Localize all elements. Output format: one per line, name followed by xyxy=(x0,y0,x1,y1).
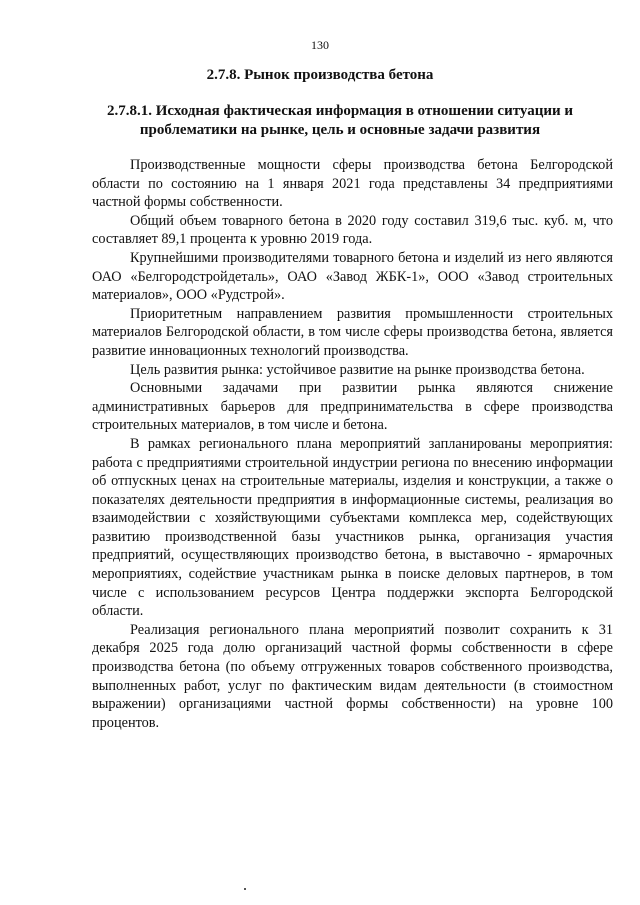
page-number: 130 xyxy=(311,38,329,52)
section-title: 2.7.8. Рынок производства бетона xyxy=(206,67,434,83)
paragraph-largest-producers: Крупнейшими производителями товарного бетона и изделий из него являются ОАО «Белгородстройдеталь», ОАО «Завод ЖБК-1», ООО «Завод строительных материалов», ООО «Рудстрой». xyxy=(92,249,613,304)
paragraph-production-capacity: Производственные мощности сферы производства бетона Белгородской области по состоянию на 1 января 2021 года представлены 34 предприятиями частной формы собственности. xyxy=(92,157,613,211)
paragraph-regional-plan: В рамках регионального плана мероприятий запланированы мероприятия: работа с предприятиями строительной индустрии региона по внесению информации об отпускных ценах на строительные материалы, изделия и конструкции, а также о показателях деятельности предприятия в информационные системы, реализация во взаимодействии с хозяйствующими субъектами комплекса мер, содействующих развитию производственной базы участников рынка, организация участия предприятий, осуществляющих производство бетона, в выставочно - ярмарочных мероприятиях, содействие участникам рынка в поиске деловых партнеров, в том числе с использованием ресурсов Центра поддержки экспорта Белгородской области. xyxy=(92,435,613,620)
paragraph-priority-direction: Приоритетным направлением развития промышленности строительных материалов Белгородской области, в том числе сферы производства бетона, является развитие инновационных технологий производства. xyxy=(92,305,613,359)
subsection-title: 2.7.8.1. Исходная фактическая информация в отношении ситуации и проблематики на рынке, цель и основные задачи развития xyxy=(106,103,574,138)
paragraph-market-goal: Цель развития рынка: устойчивое развитие на рынке производства бетона. xyxy=(130,361,585,378)
paragraph-plan-result: Реализация регионального плана мероприятий позволит сохранить к 31 декабря 2025 года долю организаций частной формы собственности в сфере производства бетона (по объему отгруженных товаров собственного производства, выполненных работ, услуг по фактическим видам деятельности (в стоимостном выражении) организациями частной формы собственности) на уровне 100 процентов. xyxy=(92,621,613,731)
scan-speck xyxy=(244,888,246,890)
document-body xyxy=(92,156,613,732)
paragraph-concrete-volume: Общий объем товарного бетона в 2020 году составил 319,6 тыс. куб. м, что составляет 89,1 процента к уровню 2019 года. xyxy=(92,212,613,248)
paragraph-main-tasks: Основными задачами при развитии рынка являются снижение административных барьеров для предпринимательства в сфере производства строительных материалов, в том числе и бетона. xyxy=(92,380,613,434)
